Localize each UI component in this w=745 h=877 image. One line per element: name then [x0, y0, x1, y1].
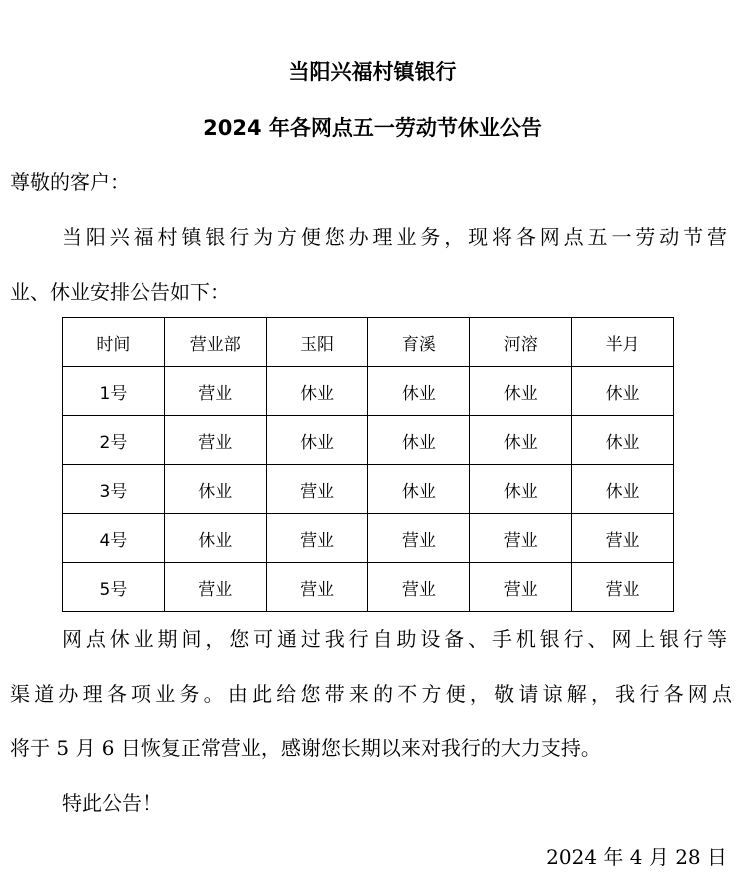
- header-cell: 玉阳: [266, 318, 368, 367]
- closing-text: 特此公告！: [62, 791, 162, 815]
- intro-line-1: 当阳兴福村镇银行为方便您办理业务，现将各网点五一劳动节营: [62, 225, 727, 249]
- header-cell: 育溪: [368, 318, 470, 367]
- table-cell: 3号: [63, 465, 165, 514]
- schedule-table: [62, 317, 674, 612]
- table-header-row: [63, 318, 674, 367]
- table-cell: 营业: [164, 367, 266, 416]
- table-cell: 5号: [63, 563, 165, 612]
- intro-line-2: 业、休业安排公告如下：: [10, 280, 230, 304]
- body-line-1: 网点休业期间，您可通过我行自助设备、手机银行、网上银行等: [62, 627, 727, 651]
- table-cell: 休业: [470, 416, 572, 465]
- table-cell: 休业: [470, 465, 572, 514]
- notice-title: 2024 年各网点五一劳动节休业公告: [203, 116, 542, 140]
- table-cell: 营业: [572, 563, 674, 612]
- table-cell: 休业: [266, 367, 368, 416]
- body-line-2: 渠道办理各项业务。由此给您带来的不方便，敬请谅解，我行各网点: [10, 682, 732, 706]
- table-cell: 营业: [470, 514, 572, 563]
- table-cell: 营业: [572, 514, 674, 563]
- table-row: [63, 367, 674, 416]
- table-cell: 营业: [470, 563, 572, 612]
- header-cell: 半月: [572, 318, 674, 367]
- table-cell: 2号: [63, 416, 165, 465]
- table-cell: 营业: [266, 465, 368, 514]
- table-cell: 营业: [266, 563, 368, 612]
- table-row: [63, 465, 674, 514]
- table-row: [63, 416, 674, 465]
- table-cell: 营业: [266, 514, 368, 563]
- header-cell: 时间: [63, 318, 165, 367]
- table-cell: 营业: [164, 416, 266, 465]
- table-row: [63, 563, 674, 612]
- table-cell: 休业: [368, 465, 470, 514]
- table-cell: 营业: [368, 563, 470, 612]
- table-cell: 休业: [368, 367, 470, 416]
- body-line-3: 将于 5 月 6 日恢复正常营业，感谢您长期以来对我行的大力支持。: [10, 736, 601, 760]
- table-row: [63, 514, 674, 563]
- table-cell: 休业: [164, 514, 266, 563]
- table-cell: 休业: [572, 465, 674, 514]
- notice-date: 2024 年 4 月 28 日: [546, 845, 727, 869]
- table-cell: 营业: [368, 514, 470, 563]
- table-cell: 休业: [164, 465, 266, 514]
- bank-name-title: 当阳兴福村镇银行: [288, 60, 457, 84]
- salutation: 尊敬的客户：: [10, 170, 130, 194]
- table-cell: 休业: [266, 416, 368, 465]
- table-cell: 4号: [63, 514, 165, 563]
- table-cell: 休业: [572, 367, 674, 416]
- table-cell: 休业: [470, 367, 572, 416]
- table-cell: 1号: [63, 367, 165, 416]
- table-cell: 营业: [164, 563, 266, 612]
- header-cell: 河溶: [470, 318, 572, 367]
- header-cell: 营业部: [164, 318, 266, 367]
- table-cell: 休业: [368, 416, 470, 465]
- table-cell: 休业: [572, 416, 674, 465]
